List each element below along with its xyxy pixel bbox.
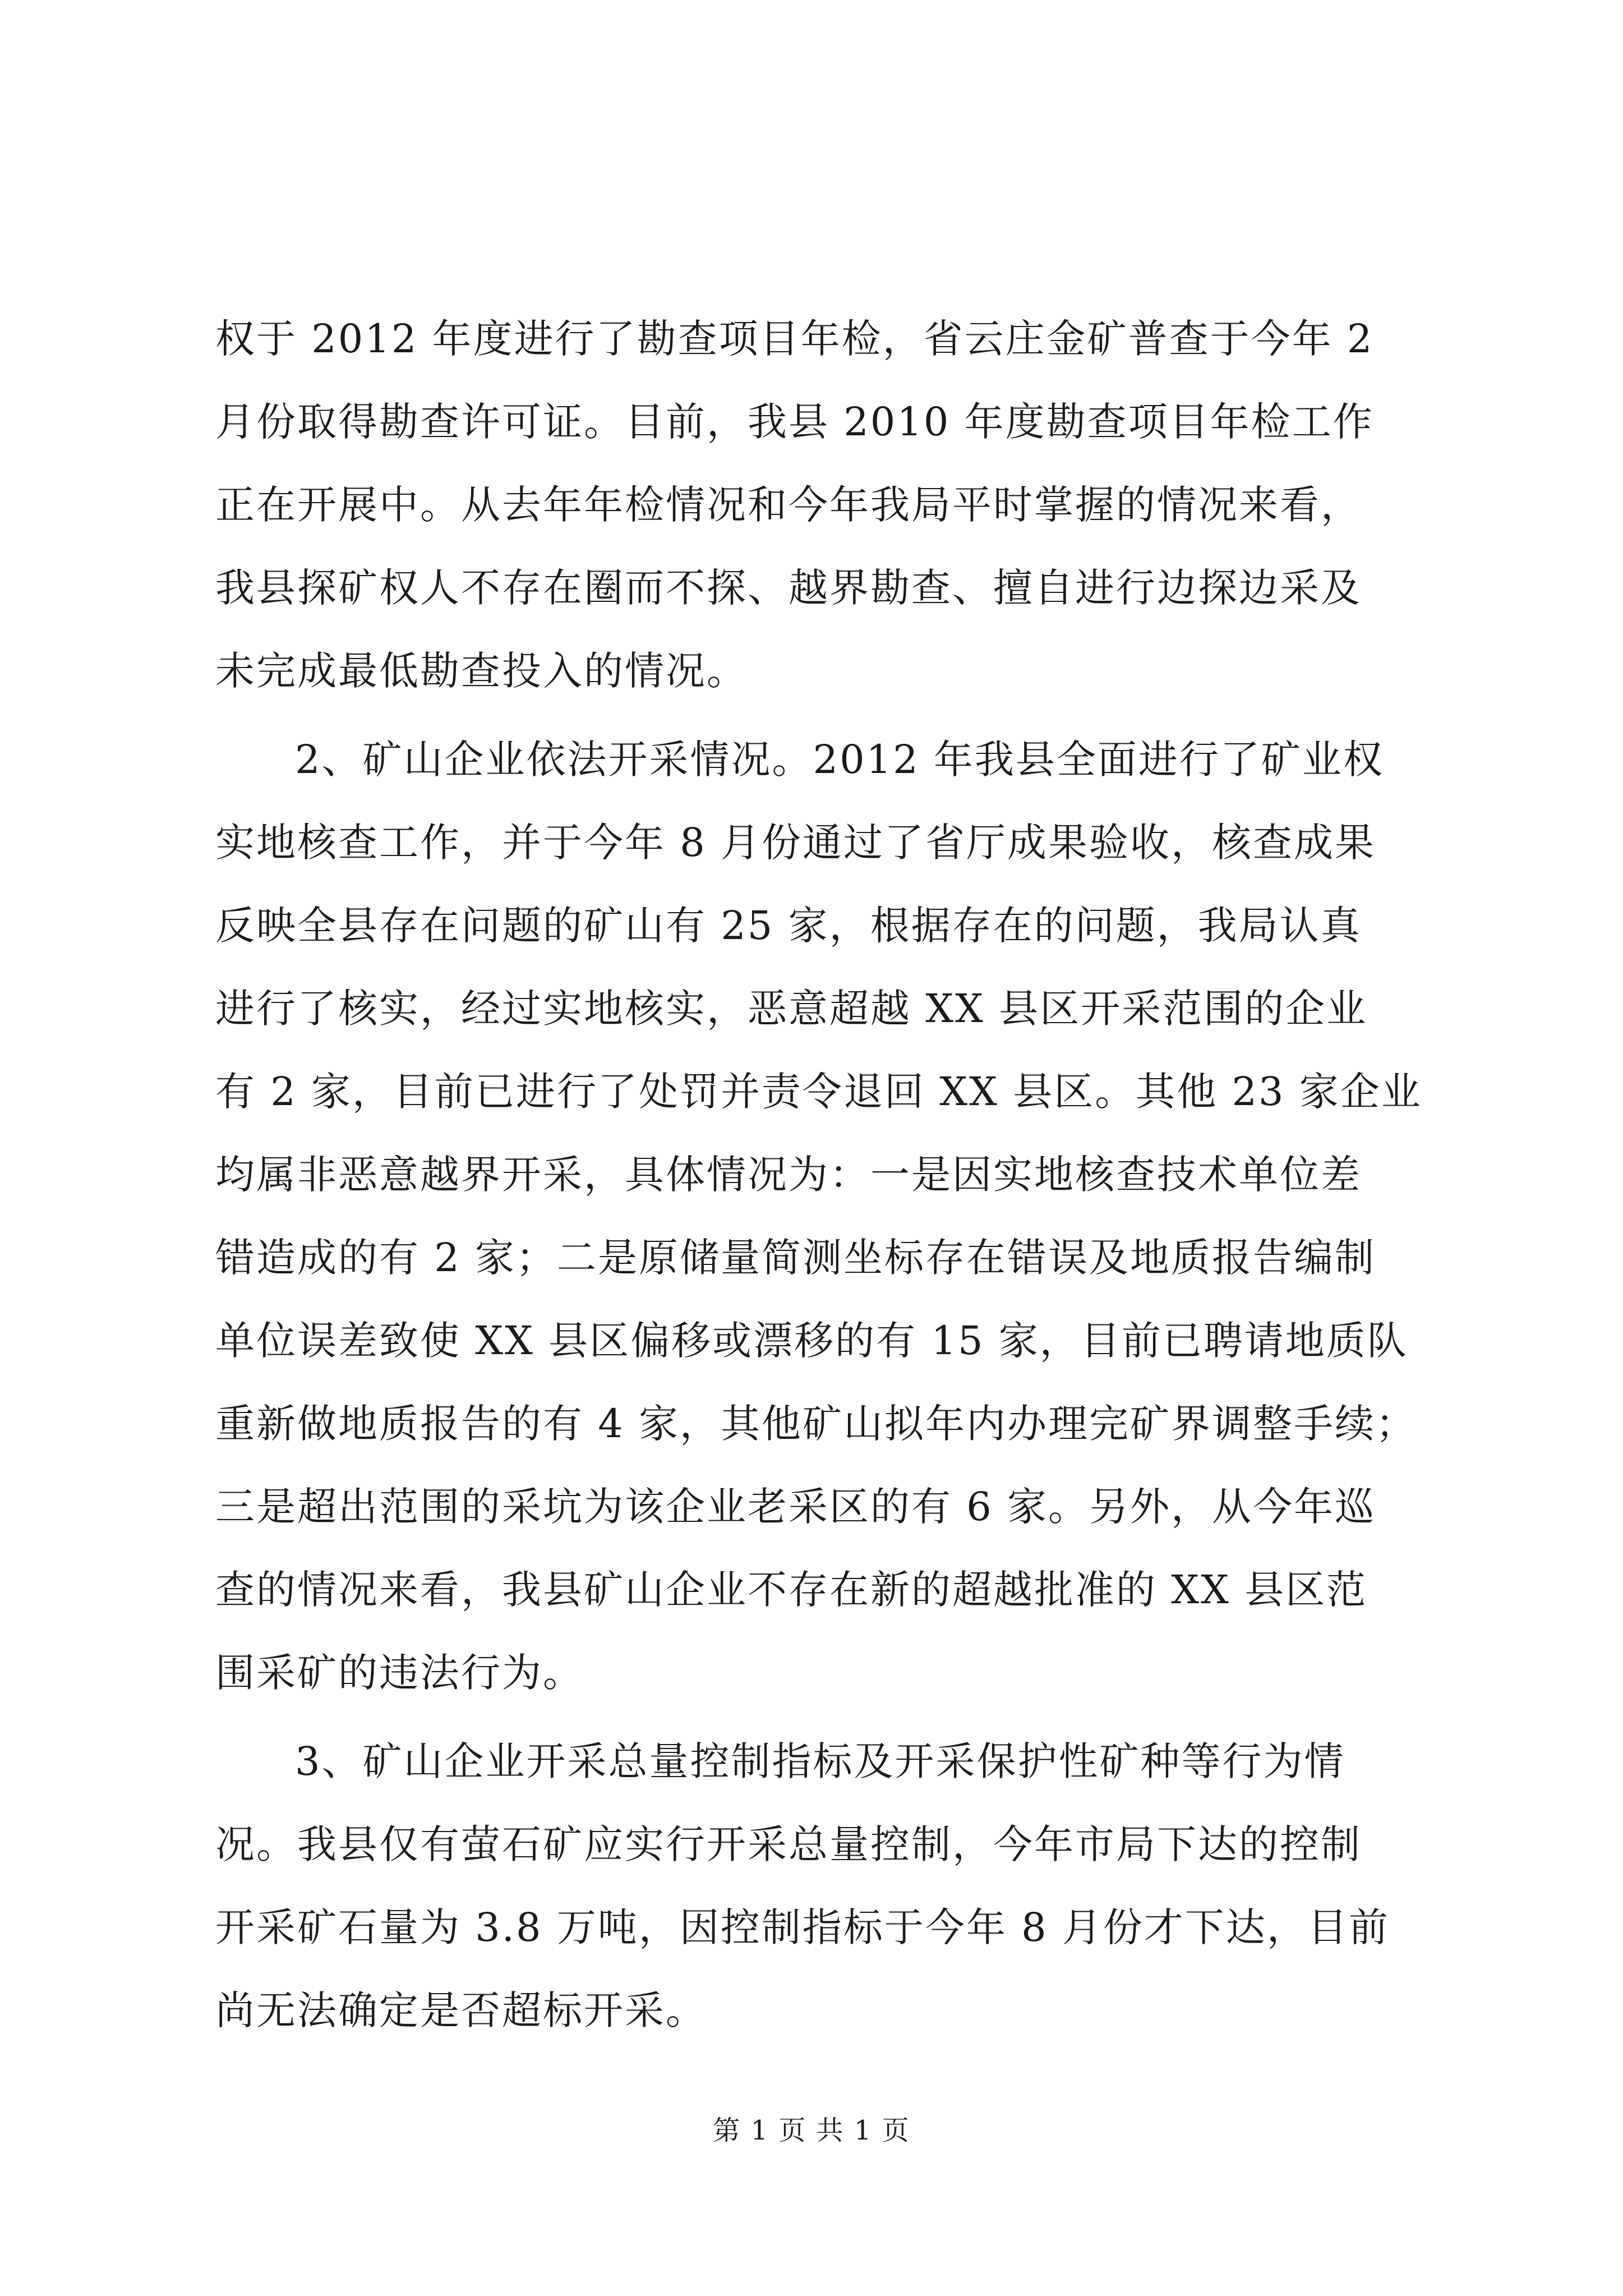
text-line: 查的情况来看，我县矿山企业不存在新的超越批准的 XX 县区范 bbox=[215, 1567, 1368, 1613]
text-line: 尚无法确定是否超标开采。 bbox=[215, 1987, 707, 2033]
text-line: 2、矿山企业依法开采情况。2012 年我县全面进行了矿业权 bbox=[295, 737, 1384, 783]
text-line: 三是超出范围的采坑为该企业老采区的有 6 家。另外，从今年巡 bbox=[215, 1484, 1376, 1530]
text-line: 权于 2012 年度进行了勘查项目年检，省云庄金矿普查于今年 2 bbox=[215, 316, 1374, 362]
text-line: 未完成最低勘查投入的情况。 bbox=[215, 648, 748, 694]
paragraph-2 bbox=[215, 718, 1422, 1714]
text-line: 正在开展中。从去年年检情况和今年我局平时掌握的情况来看， bbox=[215, 482, 1362, 528]
text-line: 错造成的有 2 家；二是原储量简测坐标存在错误及地质报告编制 bbox=[215, 1235, 1376, 1281]
text-line: 实地核查工作，并于今年 8 月份通过了省厅成果验收，核查成果 bbox=[215, 820, 1376, 866]
paragraph-1 bbox=[215, 297, 1410, 712]
text-line: 月份取得勘查许可证。目前，我县 2010 年度勘查项目年检工作 bbox=[215, 399, 1374, 445]
text-line: 有 2 家，目前已进行了处罚并责令退回 XX 县区。其他 23 家企业 bbox=[215, 1069, 1422, 1115]
text-line: 况。我县仅有萤石矿应实行开采总量控制，今年市局下达的控制 bbox=[215, 1821, 1362, 1867]
text-line: 均属非恶意越界开采，具体情况为：一是因实地核查技术单位差 bbox=[215, 1152, 1362, 1198]
text-line: 围采矿的违法行为。 bbox=[215, 1650, 584, 1696]
page-footer bbox=[0, 2108, 1623, 2153]
text-line: 我县探矿权人不存在圈而不探、越界勘查、擅自进行边探边采及 bbox=[215, 565, 1362, 611]
text-line: 开采矿石量为 3.8 万吨，因控制指标于今年 8 月份才下达，目前 bbox=[215, 1904, 1390, 1950]
text-line: 反映全县存在问题的矿山有 25 家，根据存在的问题，我局认真 bbox=[215, 903, 1362, 949]
paragraph-3 bbox=[215, 1720, 1410, 2052]
text-line: 进行了核实，经过实地核实，恶意超越 XX 县区开采范围的企业 bbox=[215, 986, 1368, 1032]
text-line: 单位误差致使 XX 县区偏移或漂移的有 15 家，目前已聘请地质队 bbox=[215, 1318, 1408, 1364]
page-number: 第 1 页 共 1 页 bbox=[713, 2115, 910, 2146]
text-line: 3、矿山企业开采总量控制指标及开采保护性矿种等行为情 bbox=[295, 1738, 1345, 1784]
document-body bbox=[215, 297, 1422, 2052]
text-line: 重新做地质报告的有 4 家，其他矿山拟年内办理完矿界调整手续； bbox=[215, 1401, 1417, 1447]
